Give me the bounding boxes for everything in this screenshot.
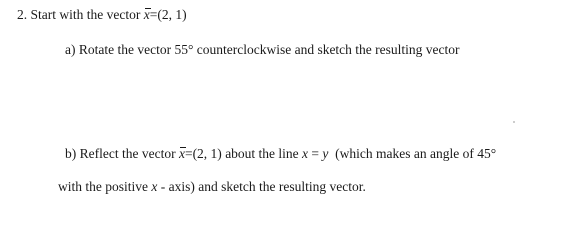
problem-intro: Start with the vector	[30, 7, 141, 22]
part-b-vector-symbol: x	[178, 146, 185, 161]
part-b-vector-value: =(2, 1)	[184, 146, 222, 161]
line-eq-lhs: x	[302, 146, 309, 161]
part-b-about-line: about the line	[225, 146, 299, 161]
problem-number: 2.	[17, 7, 28, 22]
continuation-before: with the positive	[58, 179, 148, 194]
part-a-instruction: Rotate the vector 55° counterclockwise and sketch the resulting vector	[78, 42, 460, 57]
continuation-after: - axis) and sketch the resulting vector.	[160, 179, 366, 194]
problem-header	[17, 7, 187, 23]
continuation-var: x	[151, 179, 158, 194]
part-b-angle-note: (which makes an angle of 45°	[335, 146, 497, 161]
part-b-instruction-start: Reflect the vector	[79, 146, 176, 161]
line-eq-sign: =	[308, 146, 323, 161]
part-a-label: a)	[65, 42, 76, 57]
part-a-text	[65, 42, 460, 58]
line-eq-rhs: y	[322, 146, 329, 161]
vector-x-symbol: x	[143, 7, 150, 22]
part-b-continuation	[58, 179, 366, 195]
part-b-text	[65, 146, 496, 162]
part-b-label: b)	[65, 146, 77, 161]
scan-speck	[513, 121, 515, 123]
vector-value: =(2, 1)	[149, 7, 187, 22]
